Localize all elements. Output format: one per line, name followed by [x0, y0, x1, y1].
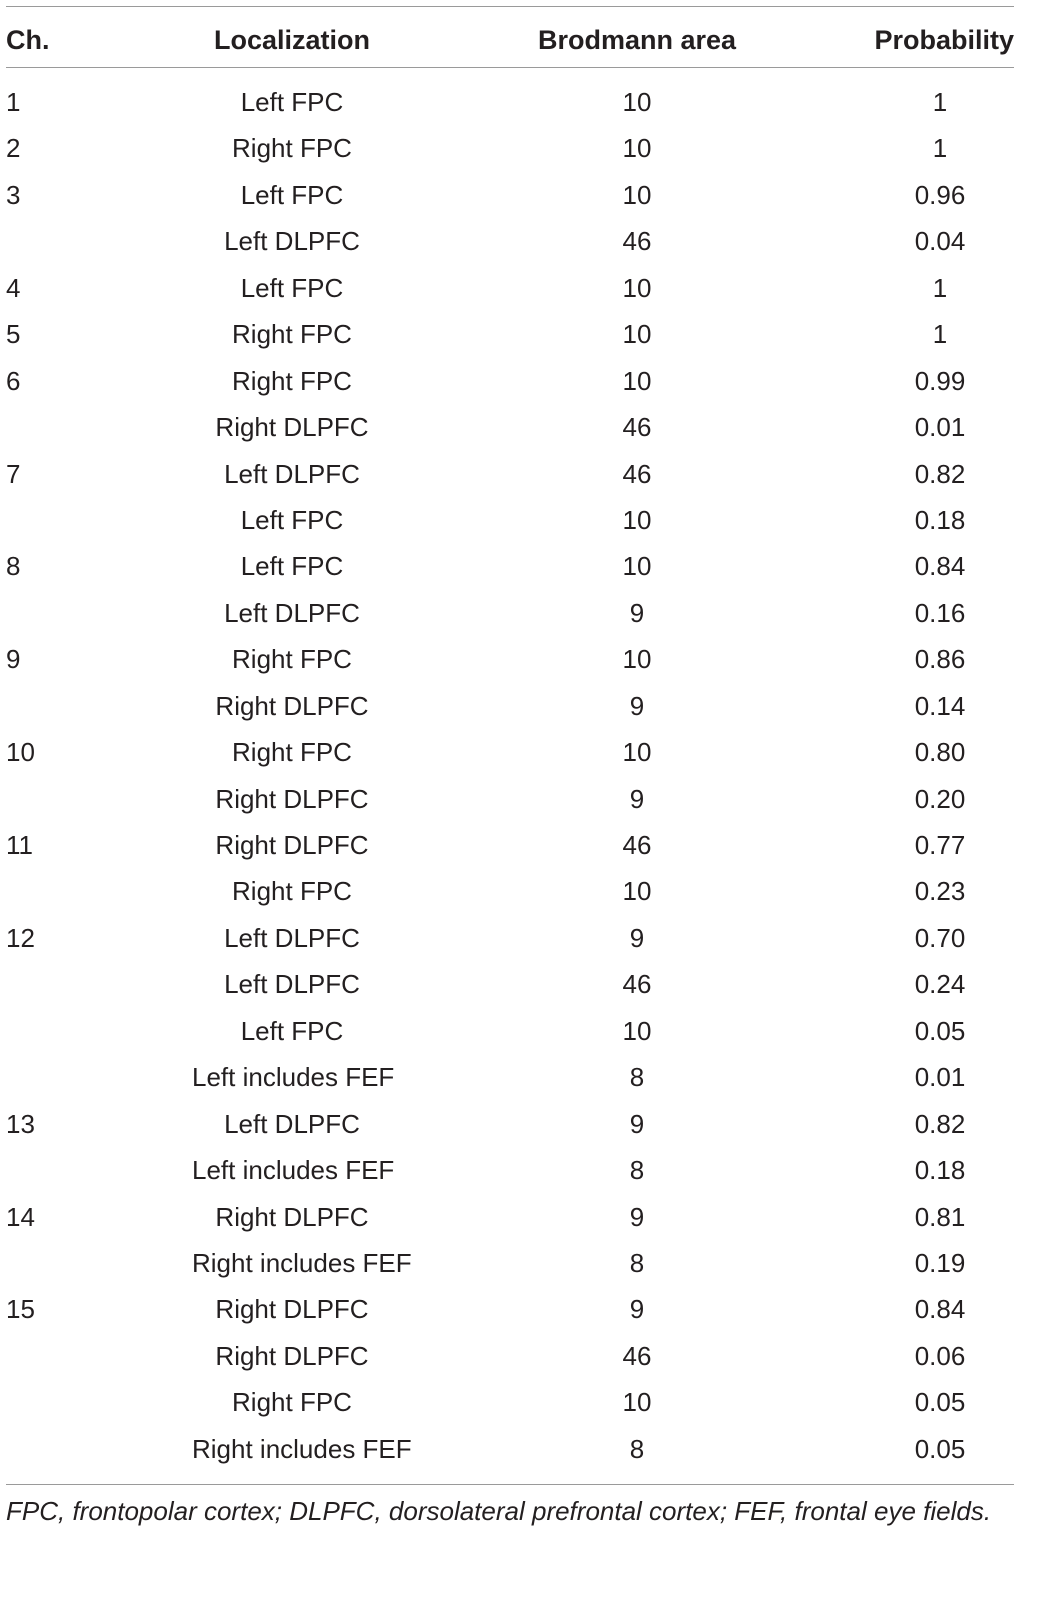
cell-probability: 1	[932, 272, 948, 303]
cell-probability: 0.05	[914, 1015, 966, 1046]
table-row	[0, 497, 1039, 543]
cell-localization: Right FPC	[232, 876, 352, 907]
cell-ch: 12	[6, 922, 35, 953]
table-row	[0, 868, 1039, 914]
cell-ch: 1	[6, 87, 21, 117]
cell-probability: 0.01	[914, 412, 966, 443]
cell-probability: 0.82	[914, 1108, 966, 1139]
cell-localization: Right DLPFC	[215, 783, 369, 814]
cell-localization: Left FPC	[240, 179, 344, 210]
cell-probability: 0.04	[914, 226, 966, 257]
cell-brodmann-area: 10	[622, 1387, 652, 1418]
cell-ch: 8	[6, 551, 21, 582]
cell-brodmann-area: 46	[622, 969, 652, 1000]
cell-probability: 0.84	[914, 1294, 966, 1325]
cell-brodmann-area: 10	[622, 319, 652, 350]
cell-localization: Right FPC	[232, 365, 352, 396]
cell-localization: Left FPC	[240, 504, 344, 535]
cell-ch: 6	[6, 365, 21, 396]
cell-localization: Right DLPFC	[215, 1340, 369, 1371]
cell-probability: 0.70	[914, 922, 966, 953]
cell-probability: 0.96	[914, 179, 966, 210]
cell-localization: Right FPC	[232, 1387, 352, 1418]
cell-brodmann-area: 9	[629, 597, 645, 628]
cell-localization: Left includes FEF	[192, 1155, 395, 1186]
cell-brodmann-area: 8	[629, 1247, 645, 1278]
cell-probability: 0.80	[914, 737, 966, 768]
table-row	[0, 125, 1039, 171]
table-row	[0, 1426, 1039, 1472]
cell-probability: 0.23	[914, 876, 966, 907]
table-row	[0, 311, 1039, 357]
table-row	[0, 590, 1039, 636]
cell-localization: Right DLPFC	[215, 1201, 369, 1232]
table-row	[0, 729, 1039, 775]
cell-probability: 0.18	[914, 1155, 966, 1186]
cell-probability: 0.20	[914, 783, 966, 814]
cell-brodmann-area: 9	[629, 1201, 645, 1232]
cell-brodmann-area: 10	[622, 133, 652, 164]
table-bottom-rule	[6, 1484, 1014, 1485]
cell-localization: Left DLPFC	[224, 922, 360, 953]
cell-brodmann-area: 9	[629, 783, 645, 814]
cell-ch: 11	[6, 830, 33, 860]
cell-localization: Right includes FEF	[192, 1247, 412, 1278]
cell-ch: 4	[6, 272, 21, 303]
table-row	[0, 451, 1039, 497]
table-row	[0, 1333, 1039, 1379]
cell-localization: Right DLPFC	[215, 412, 369, 443]
cell-localization: Left includes FEF	[192, 1062, 395, 1093]
table-row	[0, 1240, 1039, 1286]
cell-brodmann-area: 10	[622, 272, 652, 303]
cell-brodmann-area: 10	[622, 1015, 652, 1046]
cell-localization: Right includes FEF	[192, 1433, 412, 1464]
cell-brodmann-area: 9	[629, 1294, 645, 1325]
cell-localization: Left FPC	[240, 87, 344, 117]
table-row	[0, 683, 1039, 729]
table-top-rule	[6, 6, 1014, 7]
table-row	[0, 1194, 1039, 1240]
table-row	[0, 358, 1039, 404]
cell-localization: Right FPC	[232, 319, 352, 350]
cell-localization: Right FPC	[232, 644, 352, 675]
cell-probability: 0.82	[914, 458, 966, 489]
cell-probability: 0.81	[914, 1201, 966, 1232]
cell-probability: 0.14	[914, 690, 966, 721]
cell-probability: 1	[932, 133, 948, 164]
table-row	[0, 543, 1039, 589]
cell-ch: 9	[6, 644, 21, 675]
cell-brodmann-area: 9	[629, 690, 645, 721]
cell-brodmann-area: 46	[622, 458, 652, 489]
table-row	[0, 636, 1039, 682]
cell-ch: 14	[6, 1201, 35, 1232]
cell-probability: 0.86	[914, 644, 966, 675]
cell-probability: 0.84	[914, 551, 966, 582]
cell-probability: 1	[932, 87, 948, 117]
cell-localization: Right FPC	[232, 133, 352, 164]
table-header-rule	[6, 67, 1014, 68]
cell-probability: 0.05	[914, 1387, 966, 1418]
cell-localization: Left FPC	[240, 551, 344, 582]
cell-probability: 0.99	[914, 365, 966, 396]
header-ch: Ch.	[6, 25, 50, 55]
table-row	[0, 915, 1039, 961]
cell-ch: 13	[6, 1108, 35, 1139]
table-row	[0, 1379, 1039, 1425]
cell-probability: 0.24	[914, 969, 966, 1000]
table-body	[0, 79, 1039, 1472]
table-row	[0, 172, 1039, 218]
cell-brodmann-area: 46	[622, 226, 652, 257]
cell-probability: 0.18	[914, 504, 966, 535]
cell-localization: Left DLPFC	[224, 969, 360, 1000]
cell-brodmann-area: 10	[622, 179, 652, 210]
cell-brodmann-area: 46	[622, 830, 652, 860]
cell-ch: 2	[6, 133, 21, 164]
table-row	[0, 265, 1039, 311]
cell-probability: 0.16	[914, 597, 966, 628]
cell-brodmann-area: 9	[629, 1108, 645, 1139]
cell-brodmann-area: 10	[622, 504, 652, 535]
table-row	[0, 404, 1039, 450]
cell-probability: 0.77	[914, 830, 966, 860]
table-row	[0, 961, 1039, 1007]
table-row	[0, 218, 1039, 264]
cell-ch: 10	[6, 737, 35, 768]
cell-localization: Left FPC	[240, 1015, 344, 1046]
table-row	[0, 1286, 1039, 1332]
header-probability: Probability	[874, 25, 1014, 55]
table-footnote: FPC, frontopolar cortex; DLPFC, dorsolateral prefrontal cortex; FEF, frontal eye fields.	[6, 1496, 992, 1526]
cell-brodmann-area: 10	[622, 737, 652, 768]
cell-brodmann-area: 10	[622, 365, 652, 396]
cell-ch: 15	[6, 1294, 35, 1325]
cell-probability: 1	[932, 319, 948, 350]
cell-brodmann-area: 8	[629, 1155, 645, 1186]
cell-localization: Left FPC	[240, 272, 344, 303]
cell-brodmann-area: 46	[622, 412, 652, 443]
cell-probability: 0.06	[914, 1340, 966, 1371]
table-row	[0, 1101, 1039, 1147]
table-row	[0, 1008, 1039, 1054]
table-row	[0, 1147, 1039, 1193]
cell-localization: Right DLPFC	[215, 690, 369, 721]
cell-probability: 0.19	[914, 1247, 966, 1278]
cell-ch: 5	[6, 319, 21, 350]
cell-localization: Right DLPFC	[215, 830, 369, 860]
cell-brodmann-area: 46	[622, 1340, 652, 1371]
table-row	[0, 79, 1039, 125]
cell-brodmann-area: 9	[629, 922, 645, 953]
cell-localization: Right DLPFC	[215, 1294, 369, 1325]
cell-brodmann-area: 10	[622, 876, 652, 907]
table-row	[0, 822, 1039, 868]
cell-localization: Left DLPFC	[224, 458, 360, 489]
cell-brodmann-area: 10	[622, 551, 652, 582]
table-row	[0, 776, 1039, 822]
cell-brodmann-area: 8	[629, 1433, 645, 1464]
cell-ch: 7	[6, 458, 21, 489]
cell-localization: Left DLPFC	[224, 1108, 360, 1139]
table-header-row	[0, 22, 1039, 58]
cell-probability: 0.05	[914, 1433, 966, 1464]
header-localization: Localization	[213, 25, 370, 55]
cell-localization: Right FPC	[232, 737, 352, 768]
cell-probability: 0.01	[914, 1062, 966, 1093]
table-row	[0, 1054, 1039, 1100]
cell-localization: Left DLPFC	[224, 597, 360, 628]
cell-brodmann-area: 10	[622, 644, 652, 675]
cell-brodmann-area: 10	[622, 87, 652, 117]
cell-ch: 3	[6, 179, 21, 210]
header-brodmann-area: Brodmann area	[537, 25, 737, 55]
cell-localization: Left DLPFC	[224, 226, 360, 257]
cell-brodmann-area: 8	[629, 1062, 645, 1093]
